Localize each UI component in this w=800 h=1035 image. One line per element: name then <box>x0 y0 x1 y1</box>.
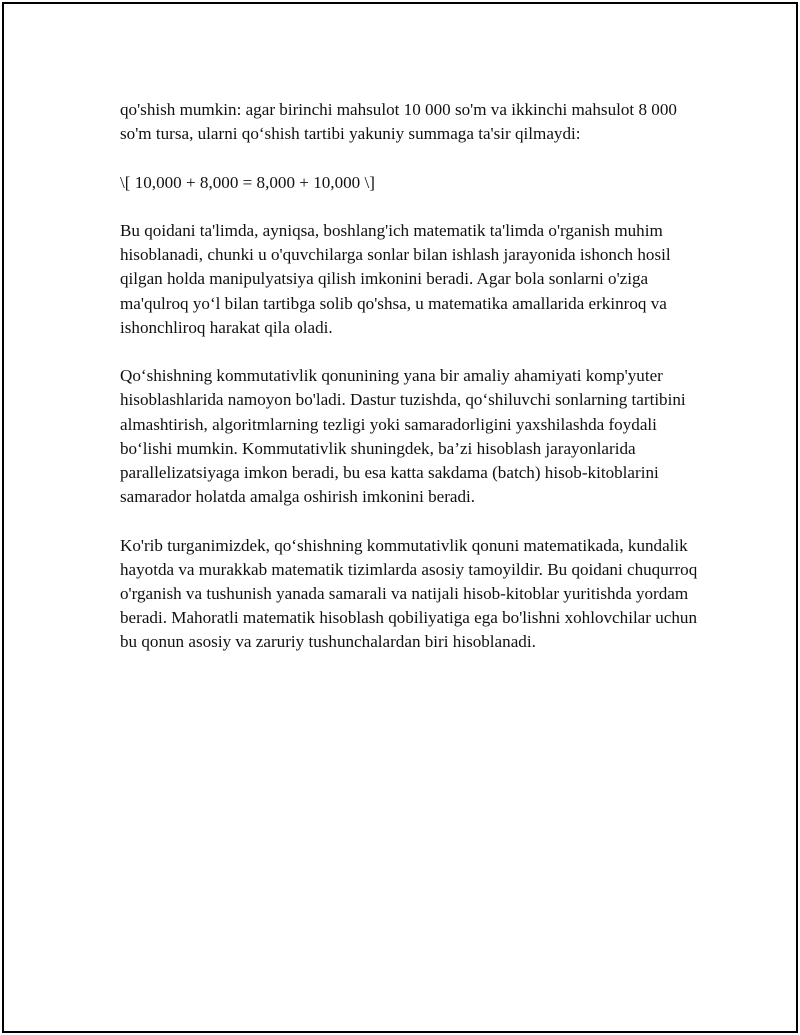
paragraph-intro: qo'shish mumkin: agar birinchi mahsulot 10 000 so'm va ikkinchi mahsulot 8 000 so'm tursa, ularni qo‘shish tartibi yakuniy summaga ta'sir qilmaydi: <box>120 100 677 144</box>
document-body <box>120 98 700 679</box>
paragraph-education: Bu qoidani ta'limda, ayniqsa, boshlang'ich matematik ta'limda o'rganish muhim hisoblanadi, chunki u o'quvchilarga sonlar bilan ishlash jarayonida ishonch hosil qilgan holda manipulyatsiya qilish imkonini beradi. Agar bola sonlarni o'ziga ma'qulroq yo‘l bilan tartibga solib qo'shsa, u matematika amallarida erkinroq va ishonchliroq harakat qila oladi. <box>120 220 671 337</box>
equation-line: \[ 10,000 + 8,000 = 8,000 + 10,000 \] <box>120 172 375 192</box>
paragraph-computing: Qo‘shishning kommutativlik qonunining yana bir amaliy ahamiyati komp'yuter hisoblashlarida namoyon bo'ladi. Dastur tuzishda, qo‘shiluvchi sonlarning tartibini almashtirish, algoritmlarning tezligi yoki samaradorligini yaxshilashda foydali bo‘lishi mumkin. Kommutativlik shuningdek, ba’zi hisoblash jarayonlarida parallelizatsiyaga imkon beradi, bu esa katta sakdama (batch) hisob-kitoblarini samarador holatda amalga oshirish imkonini beradi. <box>120 366 686 507</box>
paragraph-conclusion: Ko'rib turganimizdek, qo‘shishning kommutativlik qonuni matematikada, kundalik hayotda va murakkab matematik tizimlarda asosiy tamoyildir. Bu qoidani chuqurroq o'rganish va tushunish yanada samarali va natijali hisob-kitoblar yuritishda yordam beradi. Mahoratli matematik hisoblash qobiliyatiga ega bo'lishni xohlovchilar uchun bu qonun asosiy va zaruriy tushunchalardan biri hisoblanadi. <box>120 535 698 652</box>
document-page <box>2 2 798 1033</box>
